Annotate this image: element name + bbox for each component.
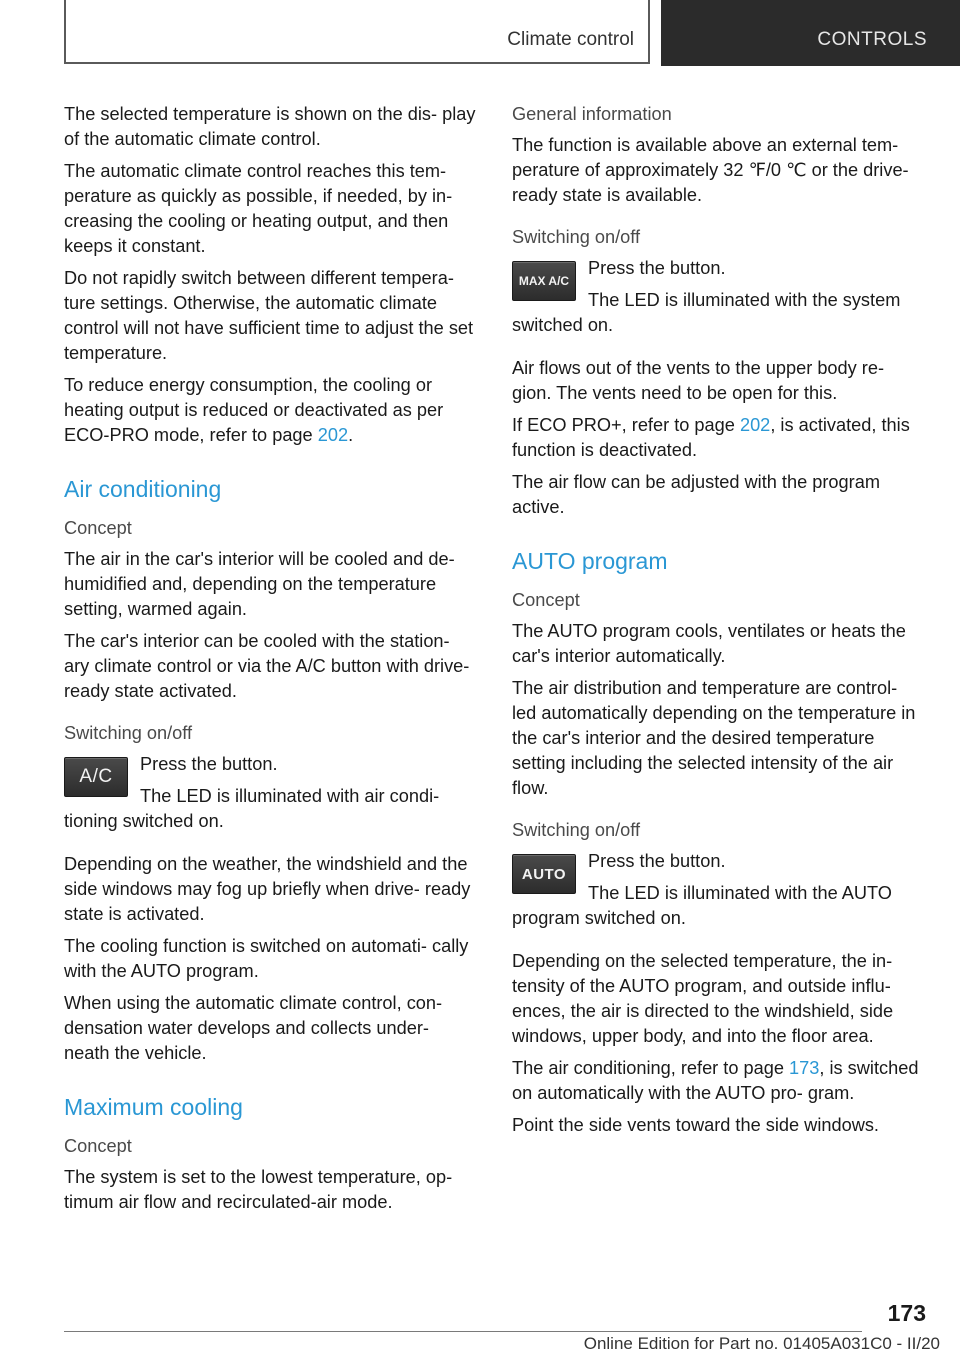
paragraph: The air flow can be adjusted with the program active. (512, 472, 880, 517)
paragraph: Do not rapidly switch between different tempera‐ ture settings. Otherwise, the automatic climate control will not have sufficient time to adjust the set temperature. (64, 268, 474, 363)
paragraph: The AUTO program cools, ventilates or heats the car's interior automatically. (512, 621, 906, 666)
paragraph-text: To reduce energy consumption, the cooling or heating output is reduced or deactivated as per ECO-PRO mode, refer to page (64, 375, 444, 445)
ac-button-image: A/C (64, 757, 128, 797)
paragraph: Point the side vents toward the side windows. (512, 1115, 879, 1135)
heading-air-conditioning: Air conditioning (64, 476, 222, 502)
right-column (512, 102, 926, 1145)
page-reference-link[interactable]: 202 (739, 415, 771, 435)
left-column (64, 102, 478, 1222)
paragraph (64, 373, 478, 448)
instruction-text: Press the button. (140, 754, 278, 774)
paragraph-text: The air conditioning, refer to page (512, 1058, 790, 1078)
footer-edition: Online Edition for Part no. 01405A031C0 - II/20 (583, 1334, 940, 1353)
paragraph-text: . (348, 425, 354, 445)
page-number: 173 (887, 1300, 926, 1326)
subheading-general-information: General information (512, 104, 672, 124)
paragraph-text: If ECO PRO+, refer to page (512, 415, 740, 435)
paragraph: Air flows out of the vents to the upper body re‐ gion. The vents need to be open for this. (512, 358, 885, 403)
paragraph (512, 413, 926, 463)
auto-button-image: AUTO (512, 854, 576, 894)
subheading-switching: Switching on/off (512, 227, 641, 247)
page-reference-link[interactable]: 173 (789, 1058, 820, 1078)
subheading-concept: Concept (512, 590, 580, 610)
page-reference-link[interactable]: 202 (317, 425, 349, 445)
paragraph: The car's interior can be cooled with the station‐ ary climate control or via the A/C button with drive-ready state activated. (64, 631, 470, 701)
instruction-text: The LED is illuminated with the system switched on. (512, 290, 901, 335)
heading-maximum-cooling: Maximum cooling (64, 1094, 243, 1120)
paragraph: Depending on the weather, the windshield and the side windows may fog up briefly when drive- ready state is activated. (64, 854, 471, 924)
paragraph: The air distribution and temperature are control‐ led automatically depending on the temperature in the car's interior and the desired temperature setting including the selected intensity of the air flow. (512, 678, 916, 798)
subheading-switching: Switching on/off (512, 820, 641, 840)
footer-divider (64, 1331, 862, 1332)
paragraph (512, 1056, 926, 1106)
paragraph: The air in the car's interior will be cooled and de‐ humidified and, depending on the temperature setting, warmed again. (64, 549, 455, 619)
max-ac-button-instruction (512, 256, 926, 345)
paragraph-text: , is switched on automatically with the AUTO pro‐ gram. (512, 1058, 919, 1103)
paragraph: The cooling function is switched on automati‐ cally with the AUTO program. (64, 936, 469, 981)
instruction-text: Press the button. (588, 851, 726, 871)
instruction-text: The LED is illuminated with the AUTO program switched on. (512, 883, 892, 928)
auto-button-instruction (512, 849, 926, 938)
header-chapter-box (661, 0, 960, 66)
paragraph: When using the automatic climate control, con‐ densation water develops and collects under‐ neath the vehicle. (64, 993, 443, 1063)
heading-auto-program: AUTO program (512, 548, 668, 574)
paragraph: The function is available above an external tem‐ perature of approximately 32 ℉/0 ℃ or the drive- ready state is available. (512, 135, 909, 205)
subheading-concept: Concept (64, 518, 132, 538)
subheading-concept: Concept (64, 1136, 132, 1156)
instruction-text: The LED is illuminated with air condi‐ tioning switched on. (64, 786, 440, 831)
section-title: Climate control (507, 29, 634, 50)
paragraph: Depending on the selected temperature, the in‐ tensity of the AUTO program, and outside influ‐ ences, the air is directed to the windshield, side windows, upper body, and into the floor area. (512, 951, 894, 1046)
paragraph-text: , is activated, this function is deactivated. (512, 415, 910, 460)
ac-button-instruction (64, 752, 478, 841)
max-ac-button-image: MAX A/C (512, 261, 576, 301)
subheading-switching: Switching on/off (64, 723, 193, 743)
paragraph: The system is set to the lowest temperature, op‐ timum air flow and recirculated-air mode. (64, 1167, 453, 1212)
paragraph: The selected temperature is shown on the dis‐ play of the automatic climate control. (64, 104, 476, 149)
header-section-box (64, 0, 650, 64)
paragraph: The automatic climate control reaches this tem‐ perature as quickly as possible, if needed, by in‐ creasing the cooling or heating output, and then keeps it constant. (64, 161, 453, 256)
instruction-text: Press the button. (588, 258, 726, 278)
chapter-title: CONTROLS (817, 29, 927, 50)
